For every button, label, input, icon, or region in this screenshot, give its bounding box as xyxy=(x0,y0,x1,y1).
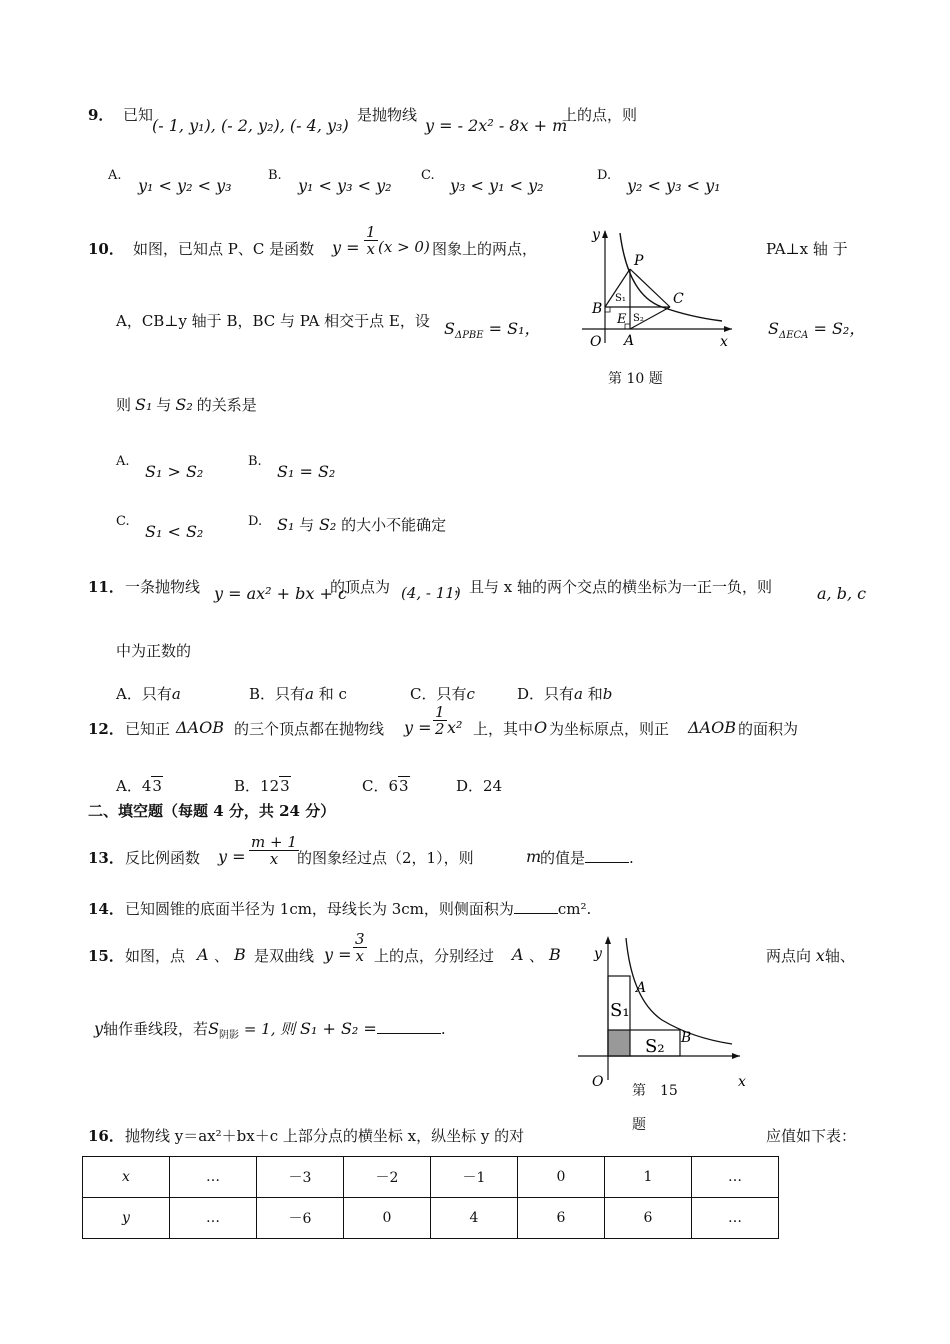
q10-s2-def: $S_{\Delta ECA} = S_2$， xyxy=(768,319,866,342)
table-row xyxy=(83,1198,779,1239)
q10-text-c: PA⊥x 轴 于 xyxy=(766,240,848,258)
table-cell: … xyxy=(692,1157,779,1198)
fig10-b-label: B xyxy=(592,301,603,317)
q13-m: m xyxy=(526,847,542,866)
q15-b: B xyxy=(234,945,246,964)
fig15-b-label: B xyxy=(681,1030,692,1046)
fig10-p-label: P xyxy=(634,253,644,269)
q15-a: A xyxy=(197,945,209,964)
q15-sep: 、 xyxy=(214,947,230,965)
q15-eq-y: y = xyxy=(324,945,352,964)
q11-text-c: ，且与 x 轴的两个交点的横坐标为一正一负，则 xyxy=(454,578,772,596)
q15-b2: B xyxy=(549,945,561,964)
q11-line2: 中为正数的 xyxy=(116,642,192,660)
q12-eq-x: x² xyxy=(447,718,463,737)
table-cell: y xyxy=(83,1198,170,1239)
hyperbola-curve xyxy=(620,233,722,321)
q10-line3: 则 S₁ 与 S₂ 的关系是 xyxy=(116,395,257,414)
table-cell: … xyxy=(692,1198,779,1239)
q13-text-b: 的图象经过点（2，1），则 xyxy=(297,849,474,867)
q9-text-c: 上的点，则 xyxy=(562,106,638,124)
q13-fraction xyxy=(249,834,299,867)
q11-opt-d: D．只有a 和b xyxy=(517,685,613,703)
q15-text-a: 如图，点 xyxy=(125,947,186,965)
q12-opt-a: A．43 xyxy=(116,777,162,795)
q10-eq-y: y = xyxy=(332,238,360,257)
q10-text-b: 图象上的两点， xyxy=(432,240,538,258)
table-cell: x xyxy=(83,1157,170,1198)
q16-number: 16． xyxy=(88,1127,124,1145)
q15-answer-blank[interactable] xyxy=(377,1021,441,1034)
q12-text-c: 上，其中 xyxy=(473,720,534,738)
q9-text-b: 是抛物线 xyxy=(357,106,418,124)
q13-number: 13． xyxy=(88,849,124,867)
fig15-a-label: A xyxy=(636,980,647,996)
table-cell: … xyxy=(170,1157,257,1198)
x-axis-arrow-icon xyxy=(732,1053,740,1059)
q12-opt-c: C．63 xyxy=(362,777,409,795)
table-cell: 0 xyxy=(344,1198,431,1239)
fig10-e-label: E xyxy=(617,312,627,327)
q13-text-c: 的值是 . xyxy=(540,849,634,867)
q14-number: 14． xyxy=(88,900,124,918)
q9-opt-d-label: D. xyxy=(597,168,612,183)
q10-condition: (x > 0) xyxy=(378,238,430,256)
fig15-y-label: y xyxy=(594,946,602,962)
shaded-region xyxy=(608,1030,630,1056)
fig15-s2-label: S₂ xyxy=(645,1036,665,1057)
right-angle-b-icon xyxy=(605,307,610,312)
q12-text-e: 的面积为 xyxy=(738,720,799,738)
q10-number: 10． xyxy=(88,240,124,258)
q13-eq-y: y = xyxy=(218,847,246,866)
q9-text-a: 已知 xyxy=(123,106,154,124)
q15-text-b: 是双曲线 xyxy=(254,947,315,965)
q10-opt-d: S₁ 与 S₂ 的大小不能确定 xyxy=(277,515,447,534)
q12-eq-y: y = xyxy=(404,718,432,737)
q9-equation: y = - 2x² - 8x + m xyxy=(425,116,568,135)
table-cell: 1 xyxy=(605,1157,692,1198)
q9-number: 9． xyxy=(88,106,114,124)
q15-a2: A xyxy=(512,945,524,964)
q10-figure-caption: 第 10 题 xyxy=(608,371,663,387)
table-cell: －3 xyxy=(257,1157,344,1198)
q10-s1-def: $S_{\Delta PBE} = S_1$， xyxy=(444,319,541,342)
q13-frac-den: x xyxy=(269,850,279,868)
table-cell: －6 xyxy=(257,1198,344,1239)
q15-sep2: 、 xyxy=(529,947,545,965)
q12-triangle: ΔAOB xyxy=(176,718,224,737)
q13-frac-num: m + 1 xyxy=(251,833,297,851)
q15-text-d: 两点向 x轴、 xyxy=(766,946,855,965)
q16-value-table xyxy=(82,1156,779,1239)
q10-opt-d-label: D. xyxy=(248,514,263,529)
q10-frac-num: 1 xyxy=(366,223,376,241)
y-axis-arrow-icon xyxy=(605,936,611,944)
q12-triangle-2: ΔAOB xyxy=(688,718,736,737)
q12-opt-d: D．24 xyxy=(456,777,503,795)
q11-number: 11． xyxy=(88,578,124,596)
q10-opt-a-label: A. xyxy=(116,454,130,469)
q11-text-b: 的顶点为 xyxy=(330,578,391,596)
q13-answer-blank[interactable] xyxy=(585,850,629,863)
q10-line2: A，CB⊥y 轴于 B，BC 与 PA 相交于点 E，设 xyxy=(116,312,430,330)
table-cell: 6 xyxy=(518,1198,605,1239)
table-row xyxy=(83,1157,779,1198)
table-cell: … xyxy=(170,1198,257,1239)
fig10-s1-label: S₁ xyxy=(615,293,626,304)
q16-text-b: 应值如下表： xyxy=(766,1127,857,1145)
q11-vars: a, b, c xyxy=(817,584,867,603)
q9-points: (- 1, y₁), (- 2, y₂), (- 4, y₃) xyxy=(152,116,349,135)
q9-opt-a: y₁ < y₂ < y₃ xyxy=(138,176,232,195)
fig10-c-label: C xyxy=(673,291,684,307)
q9-opt-b: y₁ < y₃ < y₂ xyxy=(298,176,392,195)
q15-line2: y轴作垂线段，若$S_{阴影} = 1$, 则 S₁ + S₂ = . xyxy=(94,1019,446,1041)
q12-text-d: 为坐标原点，则正 xyxy=(549,720,670,738)
q15-caption-2: 题 xyxy=(632,1117,646,1133)
q12-text-b: 的三个顶点都在抛物线 xyxy=(234,720,385,738)
q10-fraction xyxy=(364,224,378,257)
x-axis-arrow-icon xyxy=(724,326,732,332)
fig10-s2-label: S₂ xyxy=(633,313,644,324)
fig10-x-label: x xyxy=(720,334,728,350)
q11-opt-b: B．只有a 和 c xyxy=(249,685,347,703)
q15-number: 15． xyxy=(88,947,124,965)
q16-text-a: 抛物线 y＝ax²＋bx＋c 上部分点的横坐标 x，纵坐标 y 的对 xyxy=(125,1127,525,1145)
fig15-s1-label: S₁ xyxy=(610,1000,630,1021)
table-cell: 0 xyxy=(518,1157,605,1198)
fig10-origin-label: O xyxy=(590,334,602,350)
q10-opt-b: S₁ = S₂ xyxy=(277,462,336,481)
q10-frac-den: x xyxy=(366,240,375,258)
q9-opt-b-label: B. xyxy=(268,168,282,183)
q12-fraction xyxy=(433,704,447,737)
q10-opt-c-label: C. xyxy=(116,514,130,529)
q12-frac-den: 2 xyxy=(435,720,445,738)
q12-number: 12． xyxy=(88,720,124,738)
q11-opt-c: C．只有c xyxy=(410,685,475,703)
section-2-heading: 二、填空题（每题 4 分，共 24 分） xyxy=(88,802,336,820)
q12-opt-b: B．123 xyxy=(234,777,290,795)
q15-figure xyxy=(572,930,752,1090)
fig10-a-label: A xyxy=(624,333,635,349)
q12-frac-num: 1 xyxy=(435,703,445,721)
q13-text-a: 反比例函数 xyxy=(125,849,201,867)
q11-text-a: 一条抛物线 xyxy=(125,578,201,596)
q9-opt-d: y₂ < y₃ < y₁ xyxy=(627,176,721,195)
q11-equation: y = ax² + bx + c xyxy=(214,584,347,603)
table-cell: －1 xyxy=(431,1157,518,1198)
q10-figure xyxy=(572,225,742,355)
table-cell: 4 xyxy=(431,1198,518,1239)
q15-text-c: 上的点，分别经过 xyxy=(374,947,495,965)
q9-opt-a-label: A. xyxy=(108,168,122,183)
y-axis-arrow-icon xyxy=(602,230,608,238)
fig15-x-label: x xyxy=(738,1074,746,1090)
table-cell: －2 xyxy=(344,1157,431,1198)
q10-opt-b-label: B. xyxy=(248,454,262,469)
q10-opt-a: S₁ > S₂ xyxy=(145,462,204,481)
q15-frac-den: x xyxy=(355,947,364,965)
q11-vertex: (4, - 11) xyxy=(401,584,461,602)
q14-text: 已知圆锥的底面半径为 1cm，母线长为 3cm，则侧面积为 cm². xyxy=(125,900,592,918)
fig15-origin-label: O xyxy=(592,1074,604,1090)
table-cell: 6 xyxy=(605,1198,692,1239)
q10-opt-c: S₁ < S₂ xyxy=(145,522,204,541)
q10-text-a: 如图，已知点 P、C 是函数 xyxy=(133,240,315,258)
q15-frac-num: 3 xyxy=(355,930,365,948)
q15-caption-1: 第 15 xyxy=(632,1083,678,1099)
q11-opt-a: A．只有a xyxy=(116,685,181,703)
q9-opt-c-label: C. xyxy=(421,168,435,183)
fig10-y-label: y xyxy=(592,227,600,243)
q12-origin: O xyxy=(534,718,548,737)
q14-answer-blank[interactable] xyxy=(514,901,558,914)
q9-opt-c: y₃ < y₁ < y₂ xyxy=(450,176,544,195)
q12-text-a: 已知正 xyxy=(125,720,171,738)
q15-fraction xyxy=(353,931,367,964)
